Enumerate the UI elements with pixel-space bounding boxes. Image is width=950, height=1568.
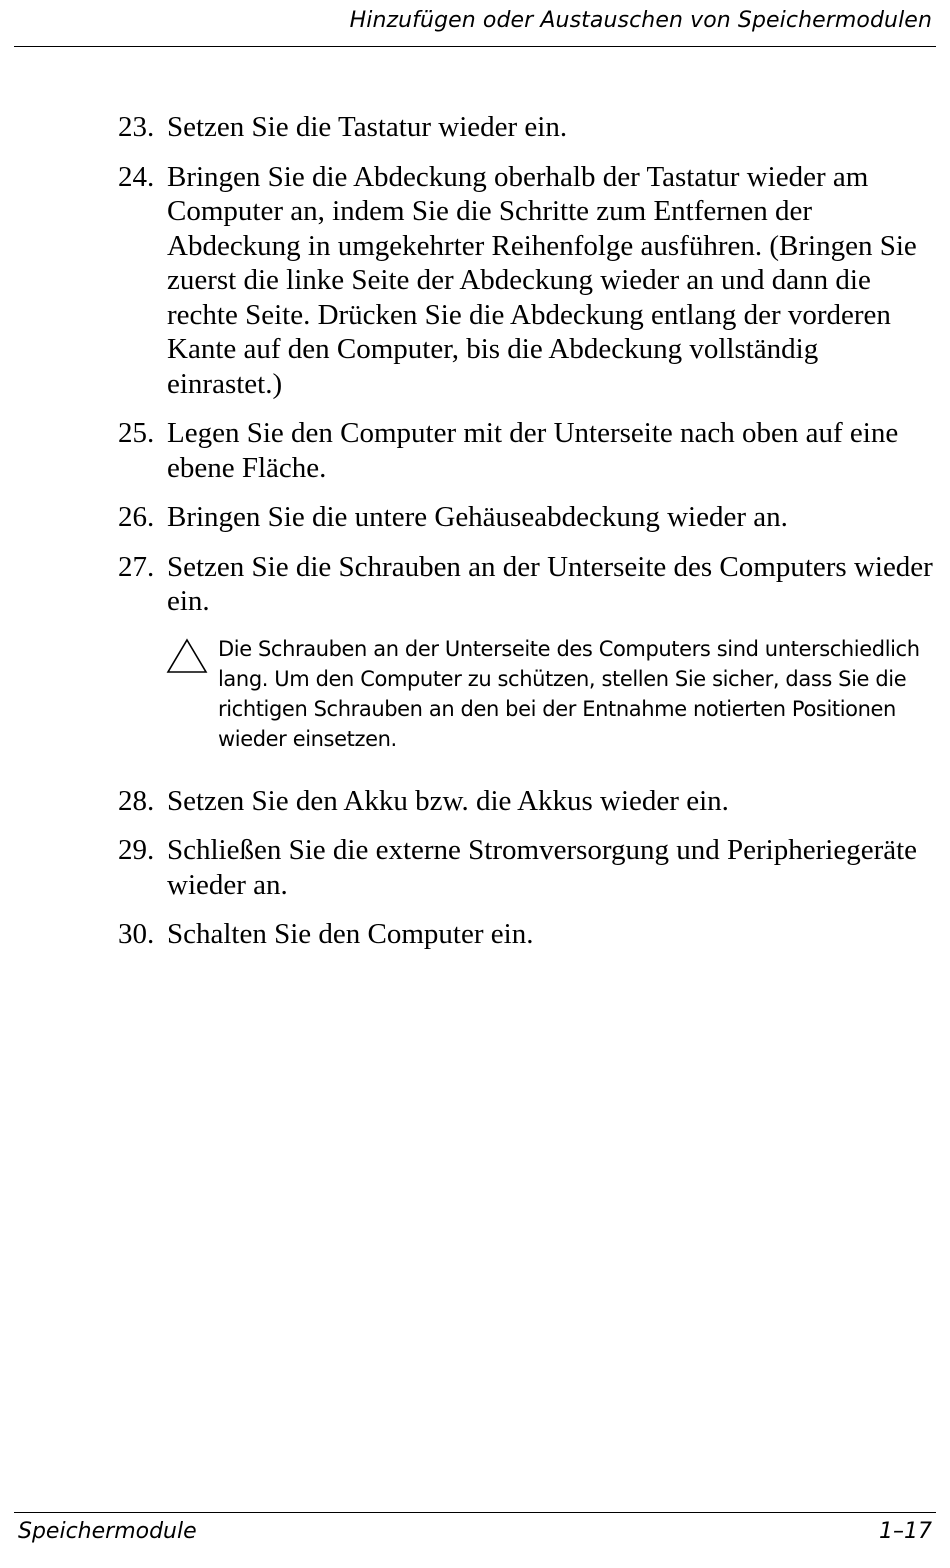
step-number: 28. xyxy=(118,784,155,817)
step-25 xyxy=(118,416,938,485)
step-number: 29. xyxy=(118,834,155,866)
step-number: 30. xyxy=(118,918,155,950)
step-number: 25. xyxy=(118,417,155,449)
step-number: 27. xyxy=(118,550,155,583)
step-27 xyxy=(118,550,938,619)
footer-page-number: 1–17 xyxy=(879,1519,932,1544)
step-text: Bringen Sie die Abdeckung oberhalb der Tastatur wieder am Computer an, indem Sie die Schritte zum Entfernen der Abdeckung in umgekehrter Reihenfolge ausführen. (Bringen Sie zuerst die linke Seite der Abdeckung wieder an und dann die rechte Seite. Drücken Sie die Abdeckung entlang der vorderen Kante auf den Computer, bis die Abdeckung vollständig einrastet.) xyxy=(167,160,917,400)
step-26 xyxy=(118,500,938,535)
step-text: Setzen Sie die Schrauben an der Unterseite des Computers wieder ein. xyxy=(167,550,933,617)
running-header xyxy=(14,6,936,47)
running-footer xyxy=(14,1512,936,1557)
footer-section-name: Speichermodule xyxy=(18,1519,197,1544)
step-30 xyxy=(118,917,938,952)
caution-triangle-icon xyxy=(166,634,218,754)
step-text: Setzen Sie die Tastatur wieder ein. xyxy=(167,111,568,143)
step-29 xyxy=(118,833,938,902)
instruction-list xyxy=(118,110,938,967)
step-number: 23. xyxy=(118,111,155,143)
step-text: Legen Sie den Computer mit der Unterseite nach oben auf eine ebene Fläche. xyxy=(167,417,899,484)
step-text: Setzen Sie den Akku bzw. die Akkus wieder ein. xyxy=(167,784,729,817)
step-number: 24. xyxy=(118,160,155,193)
step-text: Bringen Sie die untere Gehäuseabdeckung wieder an. xyxy=(167,501,788,533)
caution-note xyxy=(166,634,938,754)
step-number: 26. xyxy=(118,501,155,533)
step-text: Schließen Sie die externe Stromversorgung und Peripheriegeräte wieder an. xyxy=(167,834,918,901)
header-title: Hinzufügen oder Austauschen von Speichermodulen xyxy=(349,8,932,33)
step-24 xyxy=(118,160,938,402)
step-text: Schalten Sie den Computer ein. xyxy=(167,918,534,950)
caution-text: Die Schrauben an der Unterseite des Computers sind unterschiedlich lang. Um den Computer zu schützen, stellen Sie sicher, dass Sie die richtigen Schrauben an den bei der Entnahme notierten Positionen wieder einsetzen. xyxy=(218,636,920,751)
step-28 xyxy=(118,784,938,819)
step-23 xyxy=(118,110,938,145)
